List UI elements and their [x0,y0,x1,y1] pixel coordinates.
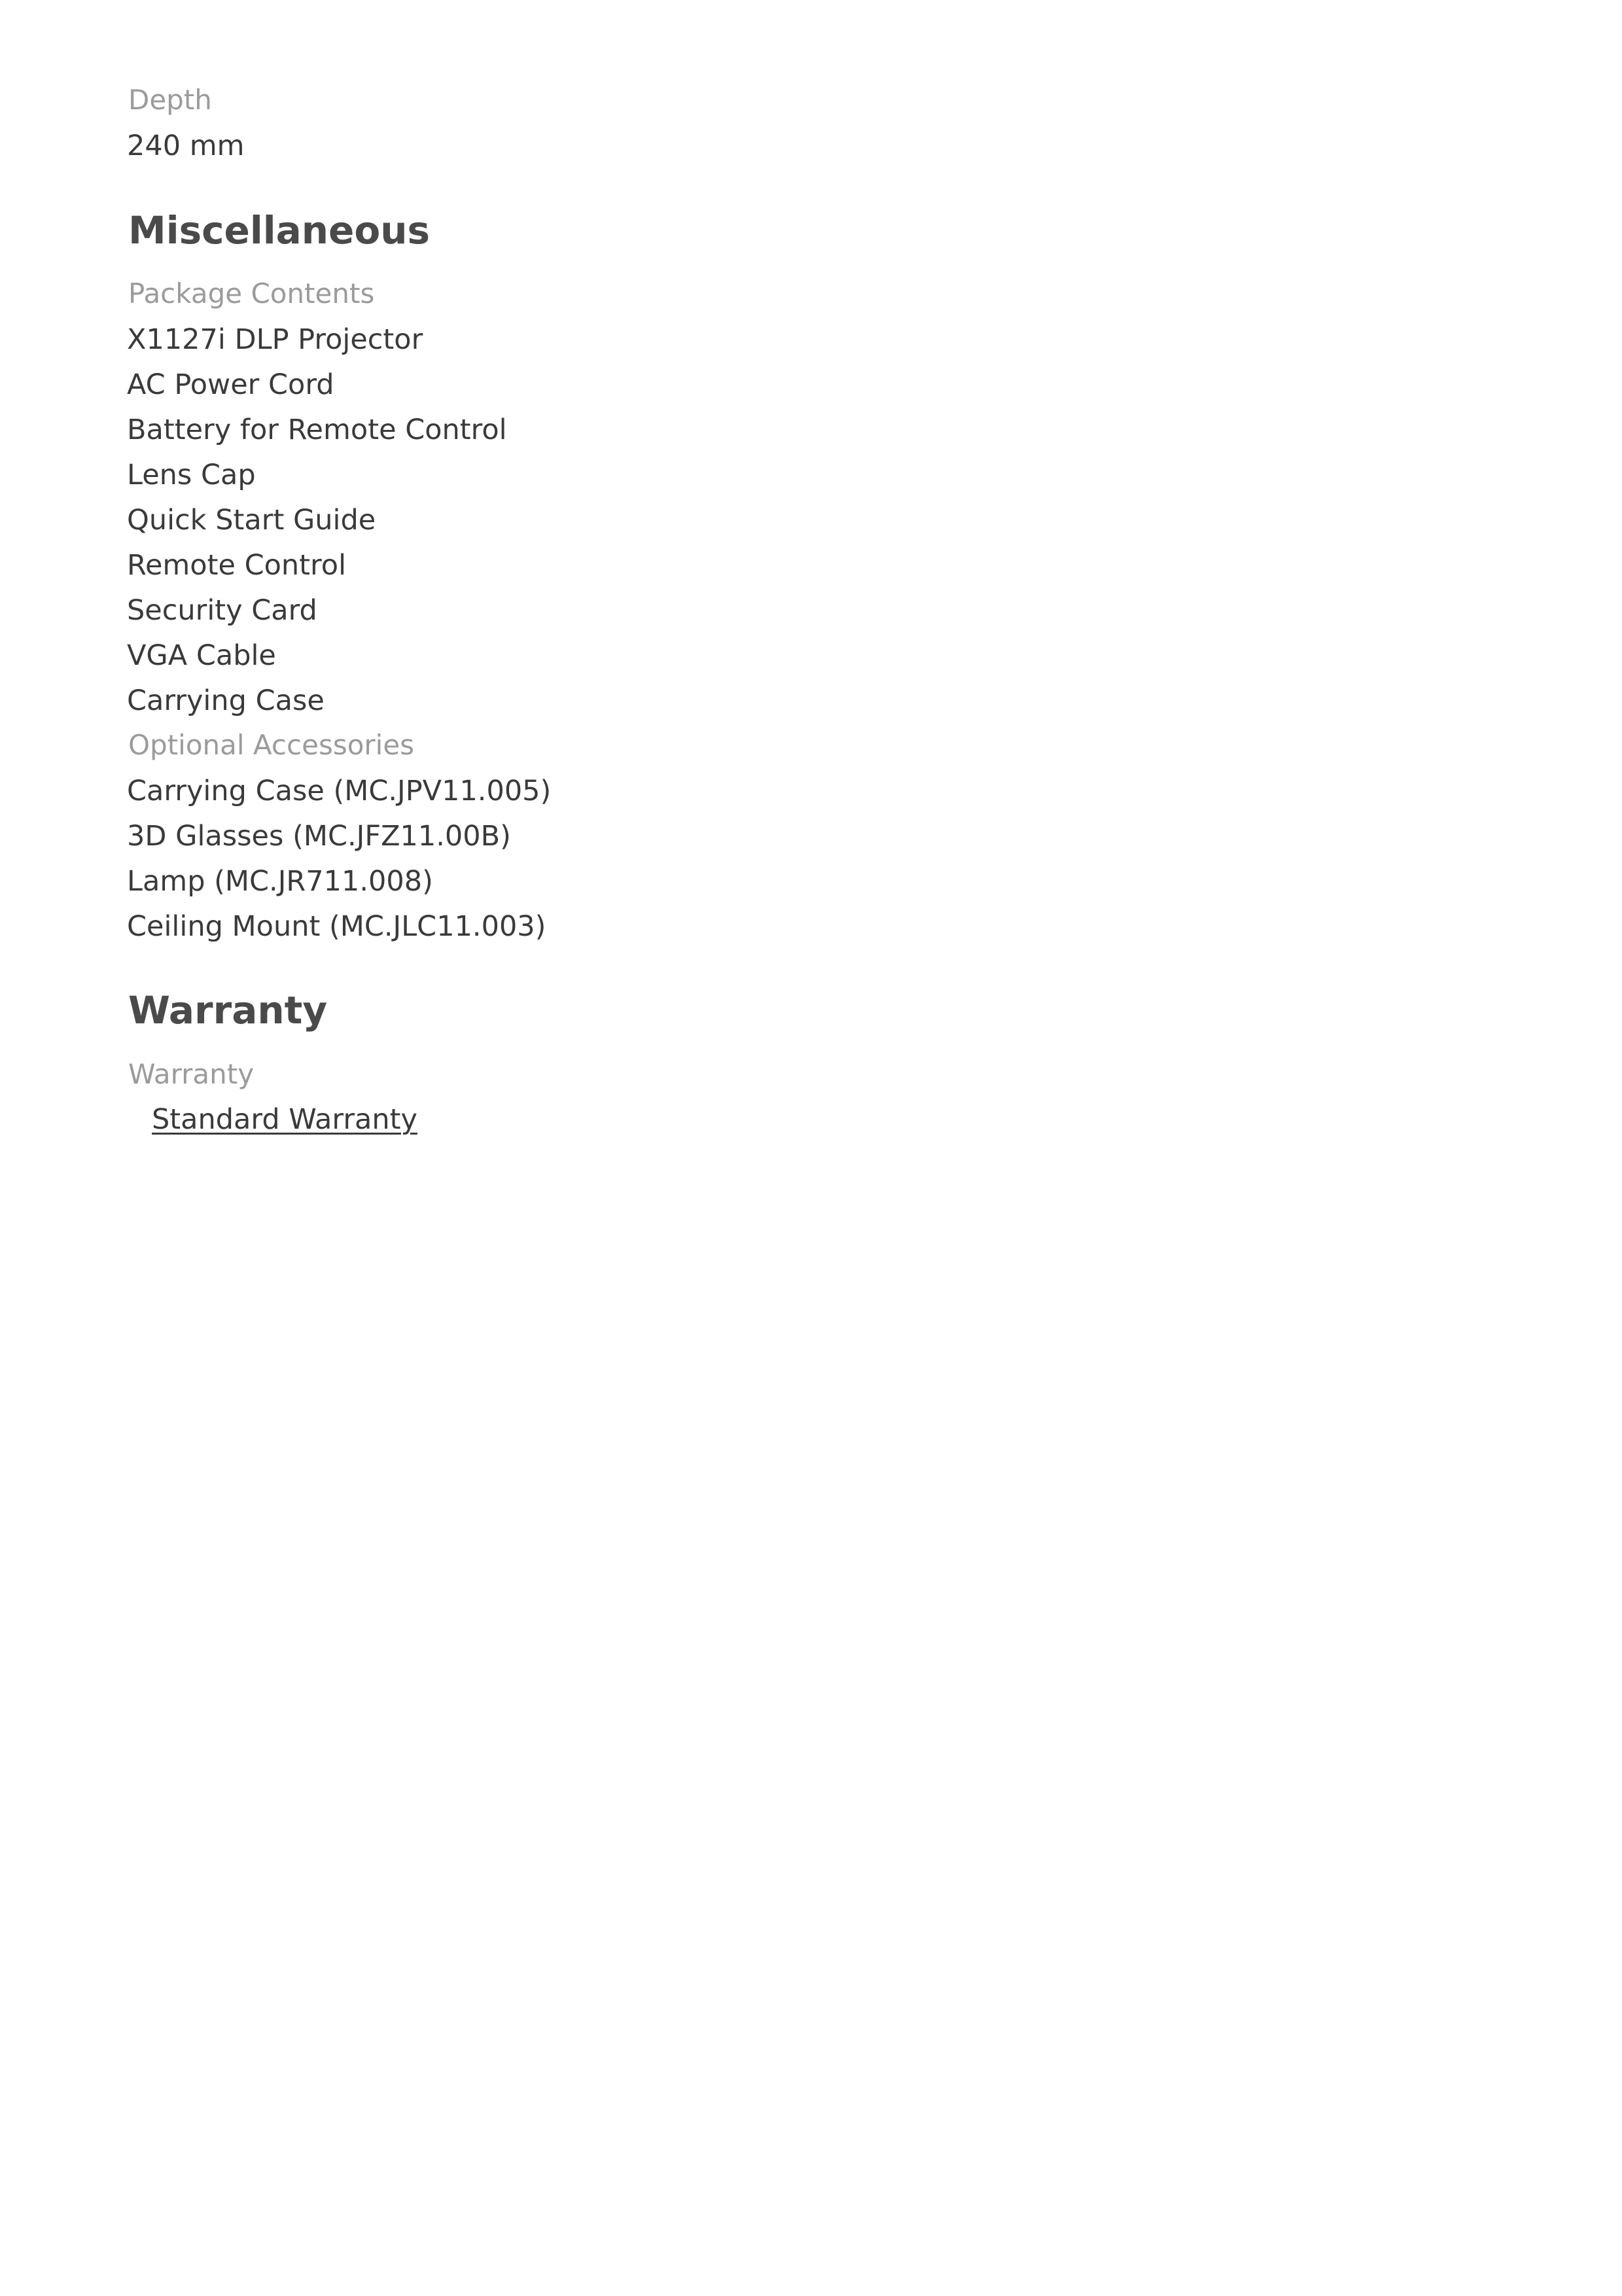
depth-label: Depth [128,84,212,116]
warranty-label: Warranty [128,1058,255,1090]
depth-value: 240 mm [127,130,245,162]
section-title-warranty: Warranty [128,988,328,1033]
package-contents-item: X1127i DLP Projector [127,323,423,356]
package-contents-item: Lens Cap [127,459,256,491]
optional-accessory-item: Ceiling Mount (MC.JLC11.003) [127,910,546,943]
package-contents-label: Package Contents [128,277,375,309]
package-contents-item: Security Card [127,594,317,627]
package-contents-item: Carrying Case [127,684,325,717]
package-contents-item: VGA Cable [127,639,276,672]
optional-accessory-item: Carrying Case (MC.JPV11.005) [127,775,552,807]
optional-accessories-label: Optional Accessories [128,729,415,761]
section-title-miscellaneous: Miscellaneous [128,208,431,253]
optional-accessory-item: Lamp (MC.JR711.008) [127,865,433,898]
package-contents-item: Battery for Remote Control [127,414,507,446]
standard-warranty-link[interactable]: Standard Warranty [152,1103,417,1136]
package-contents-item: Quick Start Guide [127,504,376,537]
package-contents-item: AC Power Cord [127,368,334,401]
optional-accessory-item: 3D Glasses (MC.JFZ11.00B) [127,820,511,853]
package-contents-item: Remote Control [127,549,347,582]
